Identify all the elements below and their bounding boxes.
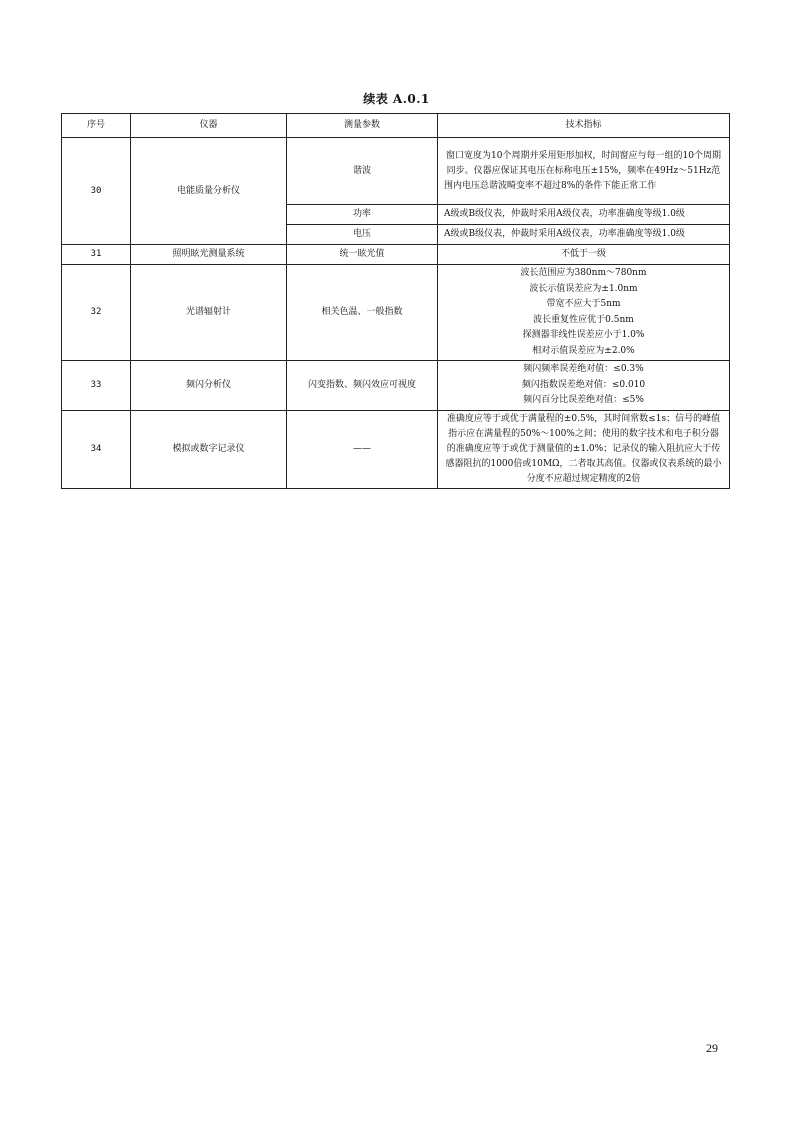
table-row-33 xyxy=(62,361,730,411)
row-33-param: 闪变指数、频闪效应可视度 xyxy=(287,361,438,411)
row-33-instrument: 频闪分析仪 xyxy=(131,361,287,411)
row-32-spec-line: 波长重复性应优于0.5nm xyxy=(533,314,634,325)
row-33-spec-line: 频闪频率误差绝对值：≤0.3% xyxy=(523,364,644,374)
row-33-number: 33 xyxy=(62,361,131,411)
row-30-number: 30 xyxy=(62,138,131,245)
row-33-spec-line: 频闪指数误差绝对值：≤0.010 xyxy=(521,379,646,390)
header-serial-number: 序号 xyxy=(62,114,131,138)
table-header-row xyxy=(62,114,730,138)
table-row-31 xyxy=(62,245,730,265)
table-row-32 xyxy=(62,265,730,361)
table-row-30 xyxy=(62,138,730,205)
page-number: 29 xyxy=(706,1041,718,1055)
row-32-number: 32 xyxy=(62,265,131,361)
row-30-param-power: 功率 xyxy=(287,205,438,225)
row-31-param: 统一眩光值 xyxy=(287,245,438,265)
row-32-instrument: 光谱辐射计 xyxy=(131,265,287,361)
row-32-spec xyxy=(438,265,730,361)
row-34-instrument: 模拟或数字记录仪 xyxy=(131,410,287,488)
header-technical-specification: 技术指标 xyxy=(438,114,730,138)
row-33-spec-line: 频闪百分比误差绝对值：≤5% xyxy=(523,395,644,405)
row-33-spec xyxy=(438,361,730,411)
row-30-spec-power: A级或B级仪表，仲裁时采用A级仪表，功率准确度等级1.0级 xyxy=(438,205,730,225)
row-30-instrument: 电能质量分析仪 xyxy=(131,138,287,245)
row-30-param-voltage: 电压 xyxy=(287,225,438,245)
row-32-spec-line: 带宽不应大于5nm xyxy=(546,299,621,309)
row-31-number: 31 xyxy=(62,245,131,265)
header-instrument: 仪器 xyxy=(131,114,287,138)
row-32-spec-line: 相对示值误差应为±2.0% xyxy=(532,345,635,356)
row-34-param: —— xyxy=(287,410,438,488)
row-30-spec-voltage: A级或B级仪表，仲裁时采用A级仪表，功率准确度等级1.0级 xyxy=(438,225,730,245)
row-30-param-harmonics: 谐波 xyxy=(287,138,438,205)
row-32-param: 相关色温、一般指数 xyxy=(287,265,438,361)
row-32-spec-line: 探测器非线性误差应小于1.0% xyxy=(522,330,645,340)
table-caption: 续表 A.0.1 xyxy=(363,92,430,106)
instrument-spec-table xyxy=(61,113,730,489)
row-32-spec-line: 波长范围应为380nm～780nm xyxy=(520,268,647,278)
row-32-spec-line: 波长示值误差应为±1.0nm xyxy=(529,283,638,294)
row-30-spec-harmonics: 窗口宽度为10个周期并采用矩形加权，时间窗应与每一组的10个周期同步。仪器应保证其电压在标称电压±15%，频率在49Hz～51Hz范围内电压总谐波畸变率不超过8%的条件下能正常工作 xyxy=(438,138,730,205)
row-34-number: 34 xyxy=(62,410,131,488)
row-34-spec: 准确度应等于或优于满量程的±0.5%，其时间常数≤1s；信号的峰值指示应在满量程的50%～100%之间；使用的数字技术和电子积分器的准确度应等于或优于测量值的±1.0%；记录仪的输入阻抗应大于传感器阻抗的1000倍或10MΩ，二者取其高值。仪器或仪表系统的最小分度不应超过规定精度的2倍 xyxy=(438,410,730,488)
row-31-instrument: 照明眩光测量系统 xyxy=(131,245,287,265)
header-measurement-parameter: 测量参数 xyxy=(287,114,438,138)
table-row-34 xyxy=(62,410,730,488)
row-31-spec: 不低于一级 xyxy=(438,245,730,265)
